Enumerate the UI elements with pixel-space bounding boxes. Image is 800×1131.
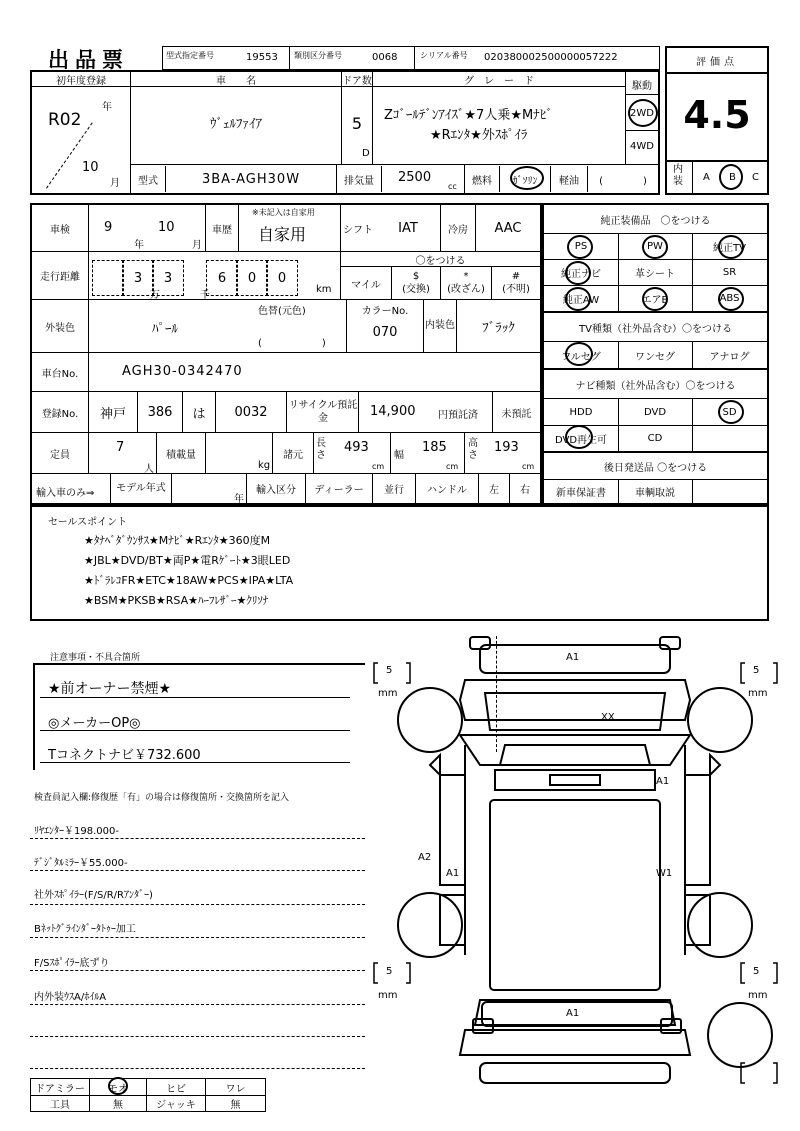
car-diagram (370, 625, 780, 1125)
length-value: 493 (344, 440, 369, 455)
inspector-line: ﾃﾞｼﾞﾀﾙﾐﾗｰ￥55.000- (34, 858, 128, 869)
first-reg-month: 10 (82, 160, 99, 175)
equip-ps-circle (567, 235, 593, 259)
mile-label: マイル (341, 267, 392, 299)
equip-pw-circle (642, 235, 668, 259)
mark-right-front: A1 (656, 776, 670, 787)
grade-line2: ★Rｴﾝﾀ★外ｽﾎﾟｲﾗ (430, 128, 528, 143)
capacity-label: 定員 (32, 433, 89, 473)
type-value: 3BA-AGH30W (201, 171, 301, 187)
tampered-option (441, 267, 492, 299)
chassis-label: 車台No. (32, 353, 89, 391)
later-warranty: 新車保証書 (544, 480, 619, 503)
interior-grade-a: A (703, 172, 710, 183)
windshield (460, 735, 690, 765)
mileage-digit: 6 (206, 260, 238, 296)
fuel-gasoline-circle (510, 166, 544, 190)
inspector-line: 内外装ｳｽA/ﾎｲﾙA (34, 992, 107, 1003)
wheel-front-right (688, 688, 752, 752)
mileage-digits (92, 260, 300, 296)
model-code-label: 型式指定番号 (166, 51, 214, 60)
import-type-label: 輸入区分 (247, 474, 306, 503)
category-value: 0068 (372, 52, 398, 63)
interior-color-label: 内装色 (424, 300, 457, 352)
car-name-label: 車 名 (131, 72, 341, 87)
mileage-digit (92, 260, 124, 296)
reg-label: 登録No. (32, 392, 89, 432)
model-code-value: 19553 (246, 52, 278, 63)
parts-break: ワレ (206, 1079, 265, 1096)
front-panel (460, 680, 690, 720)
serial-value: 020380002500000057222 (484, 52, 618, 63)
color-no-label: カラーNo. (361, 305, 409, 317)
tv-analog: アナログ (709, 351, 750, 363)
parts-jack: ジャッキ (147, 1096, 206, 1111)
history-label: 車歴 (206, 205, 239, 251)
shift-label: シフト (343, 224, 373, 236)
roof (490, 800, 660, 990)
nav-sd-circle (718, 400, 744, 424)
tampered-text: (改ざん) (447, 284, 485, 295)
mark-right-side: W1 (656, 868, 673, 879)
mileage-digit: 3 (122, 260, 154, 296)
score-value: 4.5 (683, 93, 751, 137)
parts-mo-circle (108, 1077, 128, 1095)
wheel-rear-right (688, 893, 752, 957)
tv-fullseg-circle (565, 342, 593, 366)
import-label: 輸入車のみ⇒ (36, 488, 95, 499)
exchange-option (392, 267, 441, 299)
handle-left: 左 (479, 474, 510, 503)
unknown-option (492, 267, 540, 299)
fuel-label: 燃料 (465, 166, 500, 192)
sales-point-line: ★JBL★DVD/BT★両P★電Rｹﾞｰﾄ★3眼LED (84, 554, 291, 567)
unknown-symbol: # (511, 271, 521, 282)
recycle-pending: 未預託 (501, 408, 532, 420)
first-reg-month-unit: 月 (110, 178, 120, 189)
mileage-km-unit: km (316, 284, 332, 295)
serial-label: シリアル番号 (420, 51, 468, 60)
car-name-value: ｳﾞｪﾙﾌｧｲｱ (210, 116, 262, 132)
handle-right: 右 (520, 485, 530, 496)
interior-grade-label: 内装 (673, 164, 683, 187)
notes-label: 注意事項・不具合箇所 (50, 653, 141, 663)
mileage-digit: 0 (266, 260, 298, 296)
wheel-front-left (398, 688, 462, 752)
mark-front-bumper: A1 (566, 652, 580, 663)
later-manual: 車輌取説 (618, 480, 693, 503)
nav-hdd: HDD (544, 399, 619, 426)
tread-value-rl: 5 (386, 966, 393, 977)
wheel-rear-left (398, 893, 462, 957)
rear-bumper-top (480, 1063, 670, 1083)
equip-abs: ABS (719, 292, 740, 304)
grade-label: グ レ ー ド (373, 72, 625, 87)
dims-label: 諸元 (273, 433, 314, 473)
nav-dvd-playback: DVD再生可 (544, 425, 619, 451)
category-label: 類別区分番号 (294, 51, 342, 60)
height-unit: cm (522, 462, 535, 471)
first-reg-year: R02 (48, 110, 82, 130)
roof-front (495, 770, 655, 790)
tread-value-fl: 5 (386, 665, 393, 676)
nav-dvd-play-circle (565, 425, 593, 449)
sales-points-label: セールスポイント (48, 517, 128, 528)
inspection-month-unit: 月 (192, 240, 202, 251)
mark-hood: XX (601, 712, 615, 723)
color-change-label: 色替(元色) (258, 306, 306, 317)
fuel-other: ( ) (599, 175, 647, 187)
equip-nav-circle (565, 261, 591, 285)
doors-suffix: D (362, 148, 370, 159)
parts-crack: ヒビ (147, 1079, 206, 1096)
tread-unit-rr: mm (748, 990, 768, 1001)
rear-bumper (481, 1001, 673, 1027)
tv-type-title: TV種類（社外品含む）〇をつける (544, 313, 767, 342)
load-unit: kg (258, 460, 271, 471)
mark-instruction: 〇をつける (341, 252, 540, 267)
equip-pw: PW (618, 233, 693, 260)
hood (485, 693, 665, 730)
tailgate (460, 1030, 690, 1055)
import-parallel: 並行 (373, 474, 416, 503)
displacement-label: 排気量 (337, 166, 382, 192)
equip-oem-tv: 純正TV (692, 233, 767, 260)
tv-fullseg: フルセグ (544, 342, 619, 368)
right-front-door (685, 775, 710, 885)
model-year-label: モデル年式 (111, 474, 172, 503)
equip-oem-aw: 純正AW (544, 285, 619, 311)
form-title: 出品票 (48, 48, 129, 72)
equip-abs-circle (718, 287, 744, 311)
model-year-unit: 年 (234, 494, 244, 505)
inspection-year-unit: 年 (134, 240, 144, 251)
color-label: 外装色 (32, 300, 89, 352)
color-no-value: 070 (372, 324, 398, 340)
mileage-digit: 0 (236, 260, 268, 296)
wheel-spare (708, 1003, 772, 1067)
sales-point-line: ★BSM★PKSB★RSA★ﾊｰﾌﾚｻﾞｰ★ｸﾘｿﾅ (84, 594, 269, 607)
oem-equipment-title: 純正装備品 〇をつける (544, 205, 767, 234)
equip-airbag: エアB (618, 285, 693, 311)
recycle-status: 円預託済 (438, 410, 478, 421)
fuel-diesel: 軽油 (551, 166, 588, 192)
inspector-line: 社外ｽﾎﾟｲﾗｰ(F/S/R/Rｱﾝﾀﾞｰ) (34, 890, 153, 901)
ac-label: 冷房 (441, 205, 476, 251)
reg-kana: は (183, 392, 216, 432)
inspector-line: Bﾈｯﾄｸﾞﾗｲﾝﾀﾞｰﾀﾄｩｰ加工 (34, 924, 136, 935)
parts-door-mirror: ドアミラー (31, 1079, 90, 1096)
history-note: ※未記入は自家用 (252, 208, 315, 217)
unknown-text: (不明) (502, 284, 530, 295)
first-reg-year-unit: 年 (102, 102, 112, 113)
interior-grade-b: B (729, 172, 736, 183)
doors-label: ドア数 (342, 72, 372, 87)
parts-mo: モオ (90, 1079, 147, 1096)
equip-ps: PS (544, 233, 619, 260)
tread-unit-rl: mm (378, 990, 398, 1001)
score-label: 評価点 (667, 48, 767, 74)
equip-tv-circle (718, 235, 744, 259)
note-line: ★前オーナー禁煙★ (48, 681, 172, 697)
nav-sd: SD (692, 399, 767, 426)
displacement-value: 2500 (398, 170, 432, 185)
nav-type-title: ナビ種類（社外品含む）〇をつける (544, 370, 767, 399)
reg-area: 神戸 (89, 392, 138, 432)
mileage-sen-unit: 千 (200, 290, 210, 301)
chassis-value: AGH30-0342470 (122, 364, 243, 379)
shift-value: IAT (398, 220, 418, 236)
tv-oneseg: ワンセグ (618, 342, 693, 368)
handle-label: ハンドル (416, 474, 479, 503)
grade-line1: Zｺﾞｰﾙﾃﾞﾝｱｲｽﾞ★7人乗★Mﾅﾋﾞ (384, 108, 553, 123)
equip-leather: 革シート (618, 259, 693, 286)
inspector-line: F/Sｽﾎﾟｲﾗｰ底ずり (34, 958, 110, 969)
first-reg-label: 初年度登録 (32, 72, 130, 87)
inspection-year: 9 (104, 220, 113, 235)
tread-value-rr: 5 (753, 966, 760, 977)
note-line: ◎メーカーOP◎ (48, 716, 141, 731)
later-shipping-title: 後日発送品 〇をつける (544, 453, 767, 480)
equip-oem-nav: 純正ナビ (544, 259, 619, 286)
drive-2wd: 2WD (630, 107, 654, 119)
width-value: 185 (422, 440, 447, 455)
note-line: Tコネクトナビ￥732.600 (48, 748, 201, 763)
mileage-label: 走行距離 (32, 252, 89, 299)
inspector-line: ﾘﾔｴﾝﾀｰ￥198.000- (34, 826, 119, 837)
equip-sr: SR (692, 259, 767, 286)
type-label: 型式 (131, 166, 166, 192)
tread-unit-fl: mm (378, 688, 398, 699)
height-value: 193 (494, 440, 519, 455)
interior-color-value: ﾌﾞﾗｯｸ (482, 320, 515, 336)
length-label: 長さ (316, 438, 326, 461)
capacity-value: 7 (116, 440, 125, 455)
exchange-symbol: $ (412, 271, 420, 282)
inspection-label: 車検 (32, 205, 89, 251)
reg-number: 0032 (216, 392, 287, 432)
nav-dvd: DVD (618, 399, 693, 426)
ac-value: AAC (494, 220, 522, 236)
width-unit: cm (446, 462, 459, 471)
displacement-unit: cc (448, 182, 457, 191)
inspector-label: 検査員記入欄:修復歴「有」の場合は修復箇所・交換箇所を記入 (34, 793, 290, 803)
recycle-label: リサイクル預託金 (288, 392, 359, 432)
load-label: 積載量 (157, 433, 206, 473)
equip-aw-circle (565, 287, 591, 311)
tread-value-fr: 5 (753, 665, 760, 676)
parts-jack-value: 無 (230, 1100, 241, 1111)
mileage-digit: 3 (152, 260, 184, 296)
import-dealer: ディーラー (306, 474, 373, 503)
width-label: 幅 (394, 450, 404, 461)
tampered-symbol: * (463, 271, 469, 282)
equip-airbag-circle (642, 287, 668, 311)
reg-class: 386 (138, 392, 183, 432)
tread-unit-fr: mm (748, 688, 768, 699)
recycle-value: 14,900 (370, 404, 416, 419)
height-label: 高さ (468, 438, 478, 461)
sales-point-line: ★ﾄﾞﾗﾚｺFR★ETC★18AW★PCS★IPA★LTA (84, 574, 294, 587)
exchange-text: (交換) (402, 284, 430, 295)
sales-point-line: ★ﾀﾅﾍﾞﾀﾞｳﾝｻｽ★Mﾅﾋﾞ★Rｴﾝﾀ★360度M (84, 534, 271, 547)
fuel-gasoline: ｶﾞｿﾘﾝ (500, 166, 551, 192)
mileage-man-unit: 万 (150, 290, 160, 301)
mark-rear-bumper: A1 (566, 1008, 580, 1019)
drive-label: 駆動 (626, 74, 658, 95)
drive-2wd-circle (628, 99, 658, 127)
length-unit: cm (372, 462, 385, 471)
inspection-month: 10 (158, 220, 175, 235)
mark-left-side-upper: A2 (418, 852, 432, 863)
parts-tools: 工具 (31, 1096, 90, 1111)
capacity-unit: 人 (144, 464, 154, 475)
parts-tools-value: 無 (90, 1096, 147, 1111)
interior-grade-circle (719, 164, 743, 190)
drive-4wd: 4WD (630, 140, 654, 152)
interior-grade-c: C (752, 172, 759, 183)
nav-cd: CD (618, 425, 693, 451)
color-change-value: ( ) (258, 338, 326, 349)
history-value: 自家用 (258, 225, 307, 244)
doors-value: 5 (351, 113, 363, 133)
mark-left-side: A1 (446, 868, 460, 879)
color-value: ﾊﾟｰﾙ (152, 322, 178, 337)
